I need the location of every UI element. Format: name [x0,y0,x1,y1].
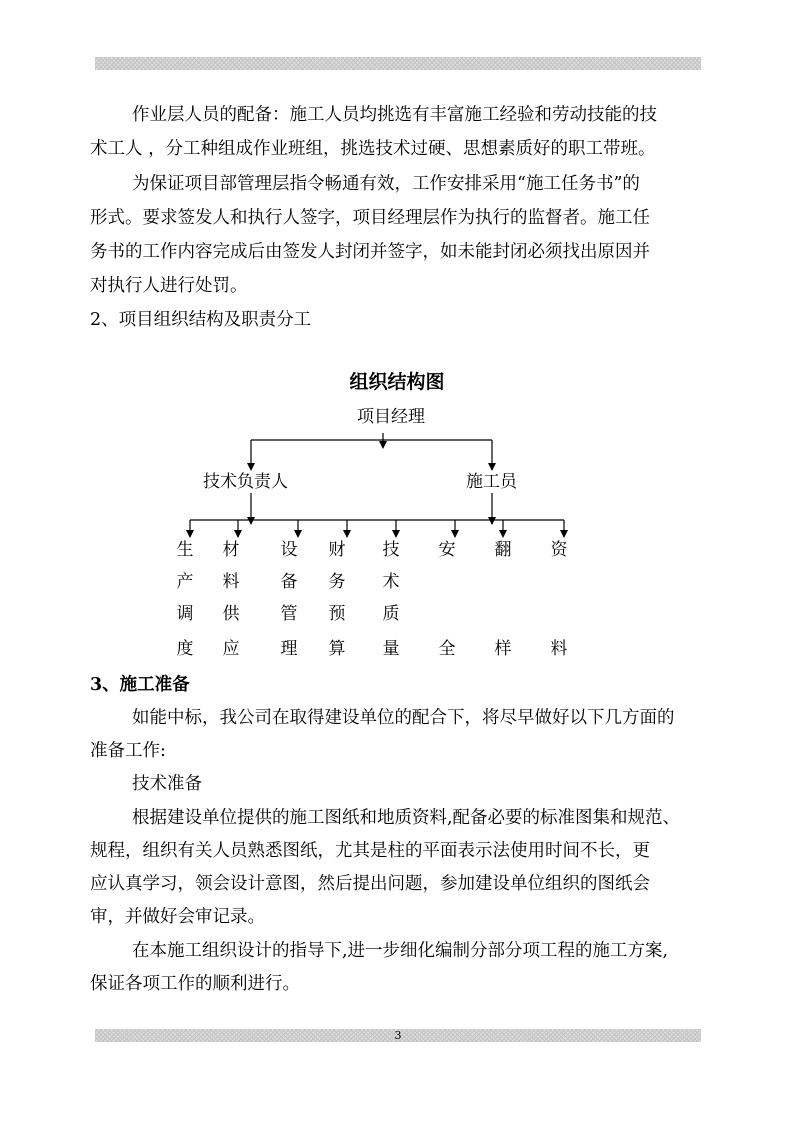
dept-char: 术 [382,572,400,592]
paragraph-line: 在本施工组织设计的指导下,进一步细化编制分部分项工程的施工方案, [132,941,669,961]
dept-char: 务 [328,572,346,592]
org-node-site-worker: 施工员 [466,472,517,492]
dept-char: 全 [438,639,456,659]
dept-char: 供 [222,604,240,624]
dept-char: 应 [222,639,240,659]
dept-char: 样 [494,639,512,659]
paragraph-line: 技术准备 [132,774,202,794]
dept-char: 产 [176,572,194,592]
paragraph-line: 保证各项工作的顺利进行。 [90,974,300,994]
dept-char: 财 [328,540,346,560]
dept-char: 安 [438,540,456,560]
org-chart-title: 组织结构图 [349,371,445,393]
page-number: 3 [394,1029,402,1042]
dept-char: 预 [328,604,346,624]
paragraph-line: 准备工作: [90,741,166,761]
dept-char: 度 [176,639,194,659]
paragraph-line: 为保证项目部管理层指令畅通有效，工作安排采用“施工任务书”的 [132,174,640,194]
paragraph-line: 对执行人进行处罚。 [90,276,248,296]
paragraph-line: 术工人 ，分工种组成作业班组，挑选技术过硬、思想素质好的职工带班。 [90,139,656,159]
dept-char: 翻 [494,540,512,560]
dept-char: 质 [382,604,400,624]
paragraph-line: 规程，组织有关人员熟悉图纸，尤其是柱的平面表示法使用时间不长，更 [90,841,650,861]
paragraph-line: 根据建设单位提供的施工图纸和地质资料,配备必要的标准图集和规范、 [132,808,681,828]
paragraph-line: 形式。要求签发人和执行人签字，项目经理层作为执行的监督者。施工任 [90,208,650,228]
paragraph-line: 审，并做好会审记录。 [90,907,265,927]
dept-char: 设 [280,540,298,560]
org-node-technical-lead: 技术负责人 [203,472,288,492]
dept-char: 料 [550,639,568,659]
dept-char: 理 [280,639,298,659]
paragraph-line: 作业层人员的配备：施工人员均挑选有丰富施工经验和劳动技能的技 [132,105,657,125]
dept-char: 资 [550,540,568,560]
dept-char: 材 [222,540,240,560]
org-node-root: 项目经理 [357,407,425,427]
dept-char: 备 [280,572,298,592]
dept-char: 料 [222,572,240,592]
dept-char: 生 [176,540,194,560]
dept-char: 调 [176,604,194,624]
paragraph-line: 如能中标，我公司在取得建设单位的配合下，将尽早做好以下几方面的 [132,708,675,728]
dept-char: 技 [382,540,400,560]
dept-char: 算 [328,639,346,659]
section-heading: 3、施工准备 [90,675,190,695]
section-heading: 2、项目组织结构及职责分工 [90,310,312,330]
paragraph-line: 应认真学习，领会设计意图，然后提出问题，参加建设单位组织的图纸会 [90,874,650,894]
paragraph-line: 务书的工作内容完成后由签发人封闭并签字，如未能封闭必须找出原因并 [90,242,650,262]
dept-char: 量 [382,639,400,659]
dept-char: 管 [280,604,298,624]
